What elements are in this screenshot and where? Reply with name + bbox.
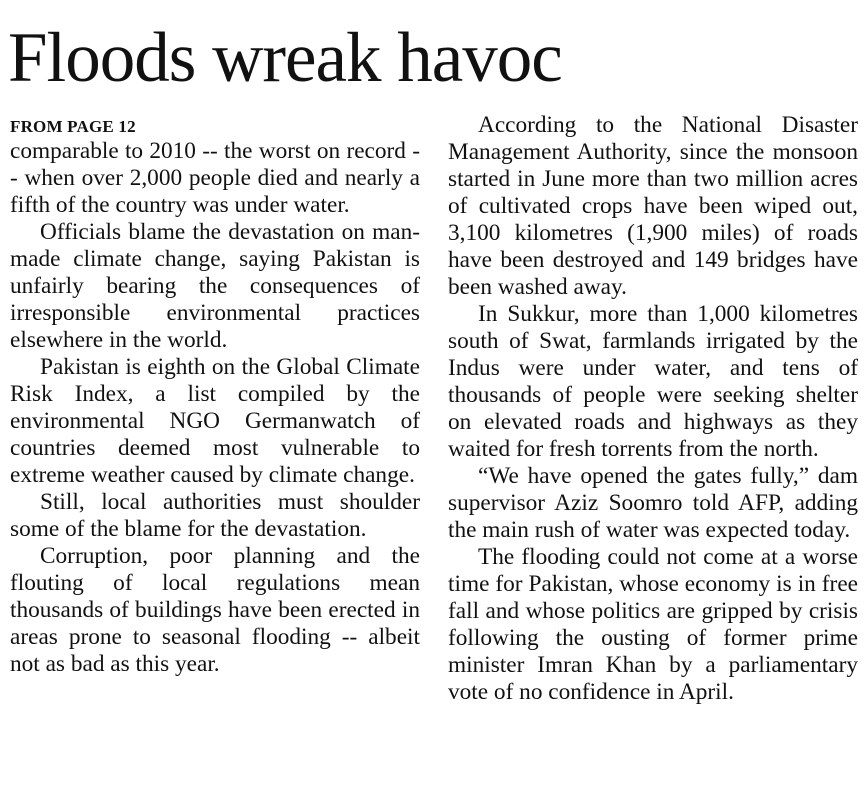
paragraph: “We have opened the gates fully,” dam supervisor Aziz Soomro told AFP, adding the main rush of water was expected today.: [448, 463, 858, 543]
paragraph: Still, local authorities must shoulder some of the blame for the devastation.: [10, 489, 420, 542]
paragraph: Officials blame the devastation on man-made climate change, saying Pakistan is unfairly bearing the consequences of irresponsible environmental practices elsewhere in the world.: [10, 219, 420, 353]
headline: Floods wreak havoc: [8, 19, 562, 97]
right-column: [448, 112, 858, 706]
paragraph: Pakistan is eighth on the Global Climate Risk Index, a list compiled by the environmental NGO Germanwatch of countries deemed most vulnerable to extreme weather caused by climate change.: [10, 354, 420, 488]
dateline: FROM PAGE 12: [10, 117, 136, 136]
paragraph: In Sukkur, more than 1,000 kilometres south of Swat, farmlands irrigated by the Indus were under water, and tens of thousands of people were seeking shelter on elevated roads and highways as they waited for fresh torrents from the north.: [448, 301, 858, 462]
paragraph: Corruption, poor planning and the flouting of local regulations mean thousands of buildings have been erected in areas prone to seasonal flooding -- albeit not as bad as this year.: [10, 543, 420, 677]
left-column: [10, 112, 420, 678]
paragraph: According to the National Disaster Management Authority, since the monsoon started in June more than two million acres of cultivated crops have been wiped out, 3,100 kilometres (1,900 miles) of roads have been destroyed and 149 bridges have been washed away.: [448, 112, 858, 300]
paragraph: The flooding could not come at a worse time for Pakistan, whose economy is in free fall and whose politics are gripped by crisis following the ousting of former prime minister Imran Khan by a parliamentary vote of no confidence in April.: [448, 544, 858, 705]
paragraph: comparable to 2010 -- the worst on record -- when over 2,000 people died and nearly a fifth of the country was under water.: [10, 138, 420, 218]
